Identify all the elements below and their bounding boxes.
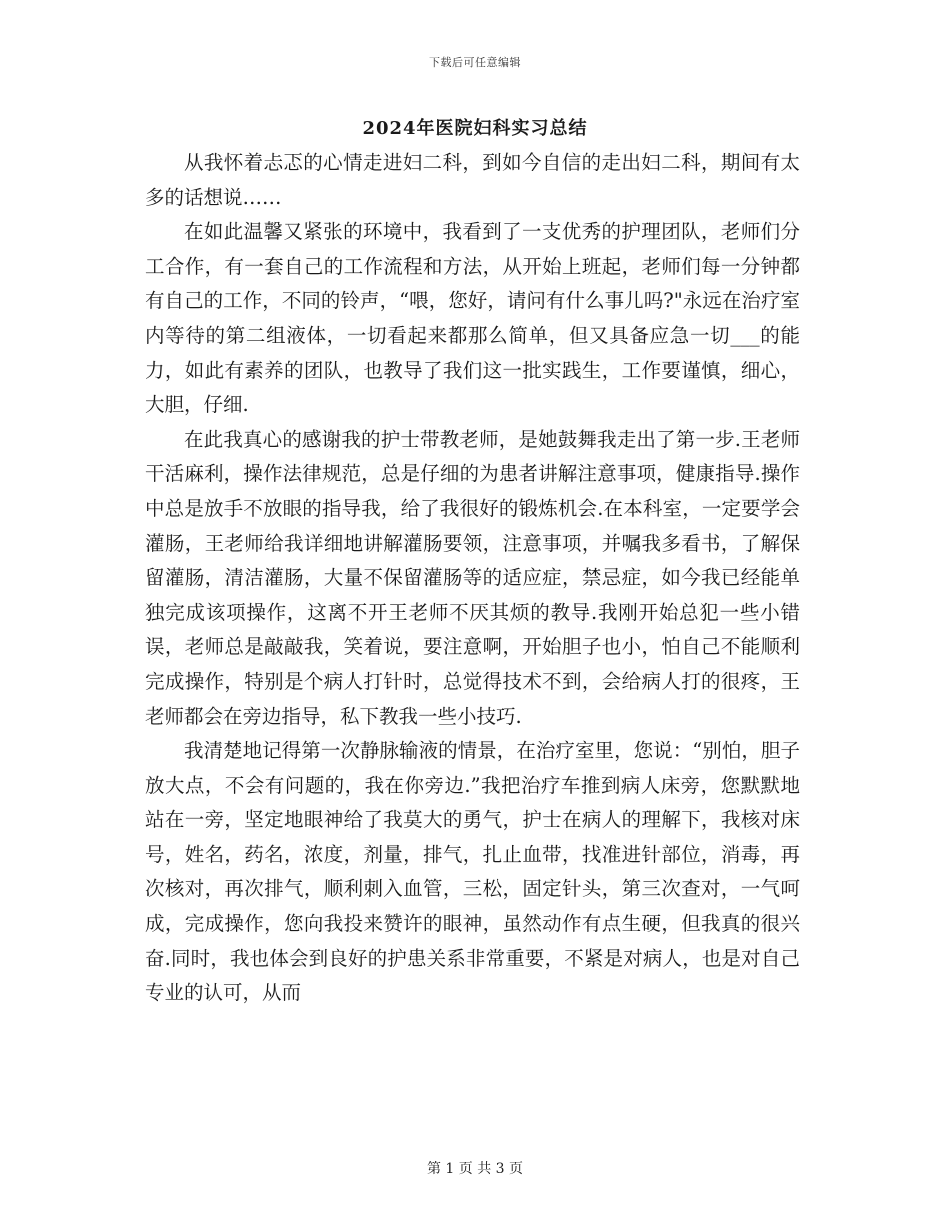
paragraph-2: 在如此温馨又紧张的环境中，我看到了一支优秀的护理团队，老师们分工合作，有一套自己的工作流程和方法，从开始上班起，老师们每一分钟都有自己的工作，不同的铃声，“喂，您好，请问有什么事儿吗?"永远在治疗室内等待的第二组液体，一切看起来都那么简单，但又具备应急一切___的能力，如此有素养的团队，也教导了我们这一批实践生，工作要谨慎，细心，大胆，仔细. (145, 220, 800, 417)
page-number-footer: 第 1 页 共 3 页 (426, 1161, 524, 1177)
document-title: 2024年医院妇科实习总结 (362, 118, 588, 139)
document-body (145, 146, 800, 1011)
paragraph-4: 我清楚地记得第一次静脉输液的情景，在治疗室里，您说：“别怕，胆子放大点，不会有问题的，我在你旁边.”我把治疗车推到病人床旁，您默默地站在一旁，坚定地眼神给了我莫大的勇气，护士在病人的理解下，我核对床号，姓名，药名，浓度，剂量，排气，扎止血带，找准进针部位，消毒，再次核对，再次排气，顺利刺入血管，三松，固定针头，第三次查对，一气呵成，完成操作，您向我投来赞许的眼神，虽然动作有点生硬，但我真的很兴奋.同时，我也体会到良好的护患关系非常重要，不紧是对病人，也是对自己专业的认可，从而 (145, 739, 800, 1005)
paragraph-3: 在此我真心的感谢我的护士带教老师，是她鼓舞我走出了第一步.王老师干活麻利，操作法律规范，总是仔细的为患者讲解注意事项，健康指导.操作中总是放手不放眼的指导我，给了我很好的锻炼机会.在本科室，一定要学会灌肠，王老师给我详细地讲解灌肠要领，注意事项，并嘱我多看书，了解保留灌肠，清洁灌肠，大量不保留灌肠等的适应症，禁忌症，如今我已经能单独完成该项操作，这离不开王老师不厌其烦的教导.我刚开始总犯一些小错误，老师总是敲敲我，笑着说，要注意啊，开始胆子也小，怕自己不能顺利完成操作，特别是个病人打针时，总觉得技术不到，会给病人打的很疼，王老师都会在旁边指导，私下教我一些小技巧. (145, 427, 800, 728)
paragraph-1: 从我怀着忐忑的心情走进妇二科，到如今自信的走出妇二科，期间有太多的话想说…… (145, 151, 800, 209)
page-header-note: 下载后可任意编辑 (429, 56, 521, 69)
